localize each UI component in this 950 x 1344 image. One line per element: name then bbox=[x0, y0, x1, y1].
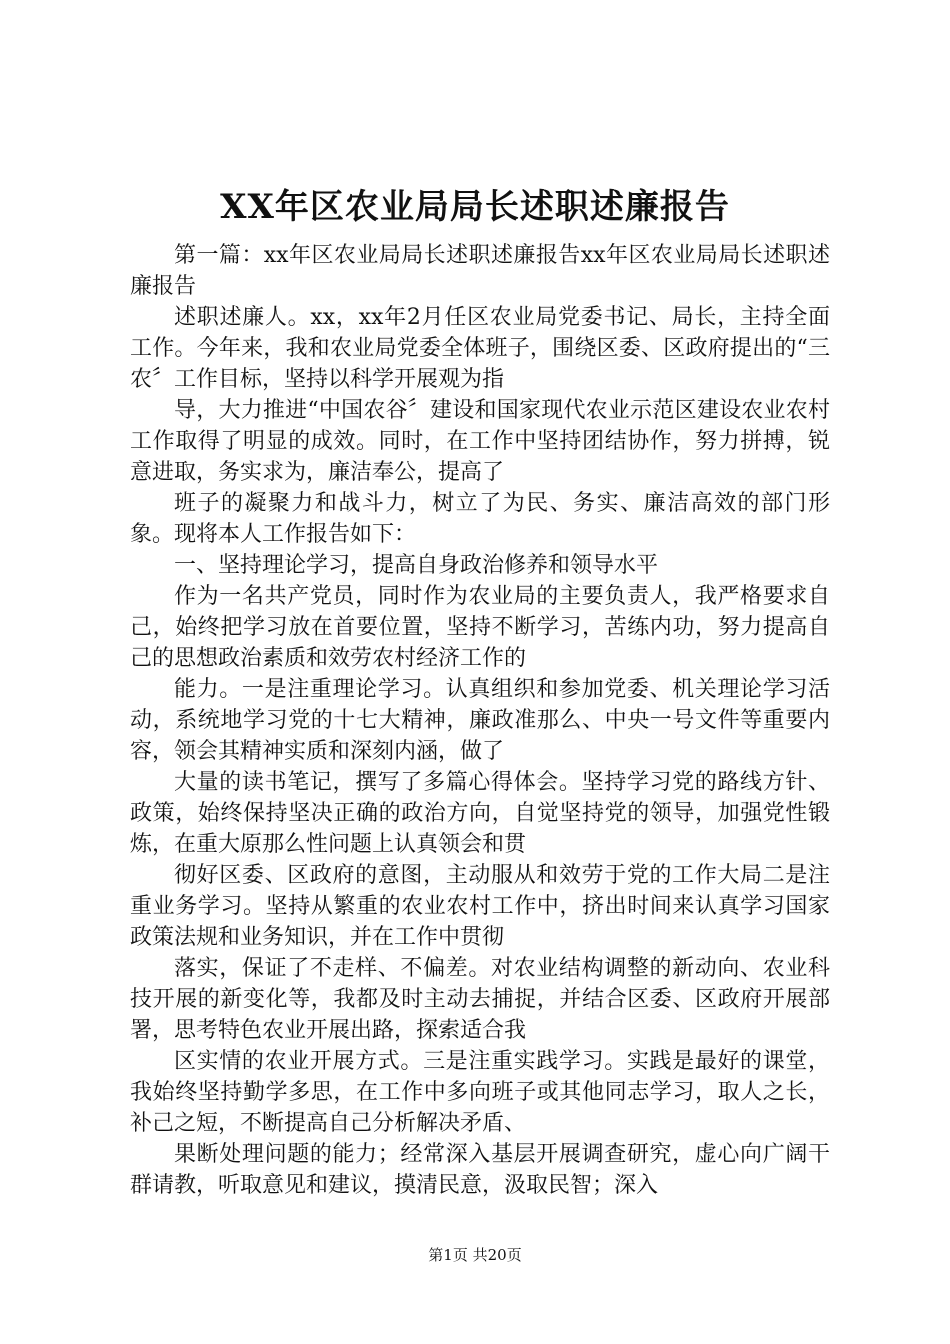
paragraph-6: 作为一名共产党员，同时作为农业局的主要负责人，我严格要求自己，始终把学习放在首要位置，坚持不断学习，苦练内功，努力提高自己的思想政治素质和效劳农村经济工作的 bbox=[130, 584, 830, 671]
page-number-footer: 第1页 共20页 bbox=[428, 1246, 522, 1264]
document-body bbox=[130, 240, 830, 1201]
paragraph-2: 述职述廉人。xx，xx年2月任区农业局党委书记、局长，主持全面工作。今年来，我和农业局党委全体班子，围绕区委、区政府提出的“三农〞工作目标，坚持以科学开展观为指 bbox=[130, 305, 830, 392]
document-title: XX年区农业局局长述职述廉报告 bbox=[220, 187, 730, 227]
paragraph-11: 区实情的农业开展方式。三是注重实践学习。实践是最好的课堂，我始终坚持勤学多思，在工作中多向班子或其他同志学习，取人之长，补己之短，不断提高自己分析解决矛盾、 bbox=[130, 1049, 830, 1136]
paragraph-1: 第一篇：xx年区农业局局长述职述廉报告xx年区农业局局长述职述廉报告 bbox=[130, 243, 830, 299]
paragraph-12: 果断处理问题的能力；经常深入基层开展调查研究，虚心向广阔干群请教，听取意见和建议，摸清民意，汲取民智；深入 bbox=[130, 1142, 830, 1198]
paragraph-8: 大量的读书笔记，撰写了多篇心得体会。坚持学习党的路线方针、政策，始终保持坚决正确的政治方向，自觉坚持党的领导，加强党性锻炼，在重大原那么性问题上认真领会和贯 bbox=[130, 770, 830, 857]
paragraph-9: 彻好区委、区政府的意图，主动服从和效劳于党的工作大局二是注重业务学习。坚持从繁重的农业农村工作中，挤出时间来认真学习国家政策法规和业务知识，并在工作中贯彻 bbox=[130, 863, 830, 950]
section-heading-1: 一、坚持理论学习，提高自身政治修养和领导水平 bbox=[174, 553, 659, 578]
paragraph-10: 落实，保证了不走样、不偏差。对农业结构调整的新动向、农业科技开展的新变化等，我都及时主动去捕捉，并结合区委、区政府开展部署，思考特色农业开展出路，探索适合我 bbox=[130, 956, 830, 1043]
paragraph-3: 导，大力推进“中国农谷〞建设和国家现代农业示范区建设农业农村工作取得了明显的成效。同时，在工作中坚持团结协作，努力拼搏，锐意进取，务实求为，廉洁奉公，提高了 bbox=[130, 398, 830, 485]
paragraph-4: 班子的凝聚力和战斗力，树立了为民、务实、廉洁高效的部门形象。现将本人工作报告如下： bbox=[130, 491, 830, 547]
paragraph-7: 能力。一是注重理论学习。认真组织和参加党委、机关理论学习活动，系统地学习党的十七大精神，廉政准那么、中央一号文件等重要内容，领会其精神实质和深刻内涵，做了 bbox=[130, 677, 830, 764]
